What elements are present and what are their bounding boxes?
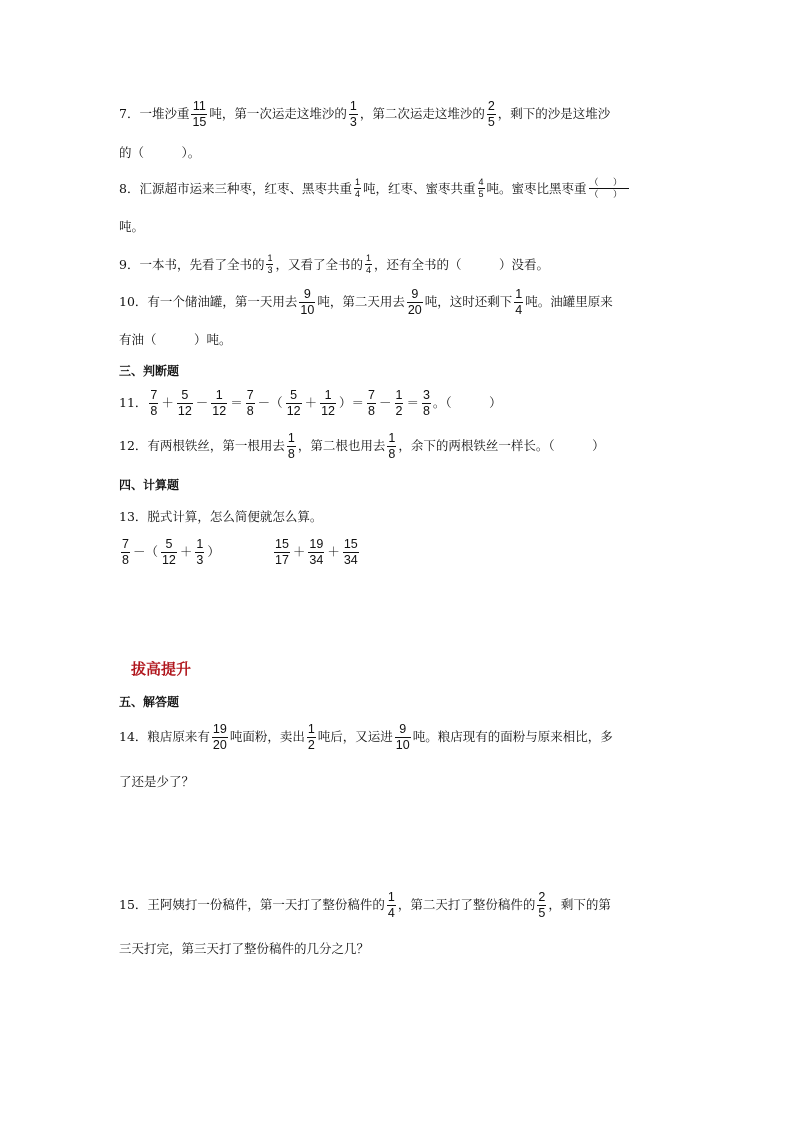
q13-expression-1 <box>119 538 221 567</box>
q14-fraction-2: $\frac{1}{2}$ <box>307 722 315 753</box>
q13-e1-fraction-1: $\frac{7}{8}$ <box>122 537 129 568</box>
q11-tail: 。（ ） <box>432 395 502 411</box>
q9-text3: ，还有全书的（ ）没看。 <box>374 256 550 272</box>
q9-fraction-2: $\frac{1}{4}$ <box>366 253 372 276</box>
q10-text3: 吨，这时还剩下 <box>424 294 513 310</box>
q15-fraction-2: $\frac{2}{5}$ <box>538 890 546 921</box>
q12-fraction-2: $\frac{1}{8}$ <box>388 431 396 462</box>
q11-fraction-8: $\frac{1}{2}$ <box>395 388 403 419</box>
q10-text4: 吨。油罐里原来 <box>525 294 613 310</box>
q8-blank-fraction: $\frac{( )}{( )}$ <box>589 177 629 200</box>
q7-text4: ，剩下的沙是这堆沙 <box>497 106 611 122</box>
q15-line1 <box>119 891 611 920</box>
q13-e2-op-1: ＋ <box>292 545 306 560</box>
q13-e1-op-1: －（ <box>132 545 158 560</box>
q8-line1 <box>119 178 631 200</box>
section-5-heading: 五、解答题 <box>119 695 180 709</box>
q12-fraction-1: $\frac{1}{8}$ <box>287 431 295 462</box>
q7-text3: ，第二次运走这堆沙的 <box>359 106 485 122</box>
q11-fraction-4: $\frac{7}{8}$ <box>246 388 254 419</box>
q9-fraction-1: $\frac{1}{3}$ <box>267 253 273 276</box>
q10-text2: 吨，第二天用去 <box>317 294 405 310</box>
q10-line2: 有油（ ）吨。 <box>119 332 232 347</box>
q12-text1: 12．有两根铁丝，第一根用去 <box>119 438 285 454</box>
q8-fraction-1: $\frac{1}{4}$ <box>354 177 360 200</box>
q11-fraction-2: $\frac{5}{12}$ <box>177 388 192 419</box>
q13-e1-op-2: ＋ <box>179 545 193 560</box>
q10-fraction-3: $\frac{1}{4}$ <box>515 287 523 318</box>
q14-fraction-3: $\frac{9}{10}$ <box>395 722 410 753</box>
q10-line1 <box>119 288 613 317</box>
q14-text2: 吨面粉，卖出 <box>229 729 305 745</box>
q11-fraction-6: $\frac{1}{12}$ <box>321 388 336 419</box>
q14-text1: 14．粮店原来有 <box>119 729 210 745</box>
q13-e1-fraction-3: $\frac{1}{3}$ <box>196 537 204 568</box>
q7-text2: 吨，第一次运走这堆沙的 <box>209 106 347 122</box>
q7-fraction-1: $\frac{11}{15}$ <box>192 99 207 130</box>
q12-text2: ，第二根也用去 <box>297 438 386 454</box>
q8-fraction-2: $\frac{4}{5}$ <box>478 177 484 200</box>
q13-expression-2 <box>272 538 361 567</box>
q15-fraction-1: $\frac{1}{4}$ <box>387 890 395 921</box>
q10-fraction-2: $\frac{9}{20}$ <box>407 287 422 318</box>
q13-e2-op-2: ＋ <box>327 545 340 560</box>
section-title-advanced: 拔高提升 <box>131 660 192 678</box>
q9-text1: 9．一本书，先看了全书的 <box>119 256 265 272</box>
q12-text3: ，余下的两根铁丝一样长。（ ） <box>398 438 605 454</box>
q8-text3: 吨。蜜枣比黑枣重 <box>486 180 587 196</box>
section-4-heading: 四、计算题 <box>119 478 180 492</box>
q9-line1 <box>119 254 549 276</box>
q8-text1: 8．汇源超市运来三种枣，红枣、黑枣共重 <box>119 180 352 196</box>
q14-fraction-1: $\frac{19}{20}$ <box>212 722 227 753</box>
q7-line1 <box>119 100 610 129</box>
q13-e1-fraction-2: $\frac{5}{12}$ <box>161 537 176 568</box>
q11-fraction-5: $\frac{5}{12}$ <box>286 388 301 419</box>
q10-fraction-1: $\frac{9}{10}$ <box>300 287 315 318</box>
q14-text3: 吨后，又运进 <box>317 729 393 745</box>
q11-op-8: ＝ <box>406 396 419 411</box>
q13-e1-op-3: ） <box>207 545 220 560</box>
q8-line2: 吨。 <box>119 219 145 234</box>
q14-text4: 吨。粮店现有的面粉与原来相比，多 <box>412 729 613 745</box>
q13-e2-fraction-2: $\frac{19}{34}$ <box>309 537 324 568</box>
q11-line <box>119 389 502 418</box>
q14-line2: 了还是少了？ <box>119 774 195 789</box>
q11-op-1: ＋ <box>161 396 174 411</box>
q12-line <box>119 432 605 461</box>
q9-text2: ，又看了全书的 <box>275 256 363 272</box>
q13-e2-fraction-1: $\frac{15}{17}$ <box>275 537 289 568</box>
q14-line1 <box>119 723 613 752</box>
q11-fraction-9: $\frac{3}{8}$ <box>422 388 430 419</box>
q11-fraction-1: $\frac{7}{8}$ <box>150 388 158 419</box>
q8-text2: 吨，红枣、蜜枣共重 <box>362 180 476 196</box>
section-3-heading: 三、判断题 <box>119 364 180 378</box>
q7-line2: 的（ ）。 <box>119 145 201 160</box>
q11-op-3: ＝ <box>230 396 243 411</box>
q11-label: 11． <box>119 395 148 411</box>
q15-text2: ，第二天打了整份稿件的 <box>397 897 536 913</box>
q15-text1: 15．王阿姨打一份稿件，第一天打了整份稿件的 <box>119 897 385 913</box>
q11-op-5: ＋ <box>304 396 318 411</box>
q15-line2: 三天打完，第三天打了整份稿件的几分之几？ <box>119 941 370 956</box>
q13-prompt: 13．脱式计算，怎么简便就怎么算。 <box>119 509 323 524</box>
q11-op-4: －（ <box>257 396 283 411</box>
q7-fraction-2: $\frac{1}{3}$ <box>349 99 357 130</box>
q10-text1: 10．有一个储油罐，第一天用去 <box>119 294 298 310</box>
q13-e2-fraction-3: $\frac{15}{34}$ <box>343 537 358 568</box>
q11-op-7: － <box>378 396 392 411</box>
q7-text1: 7．一堆沙重 <box>119 106 190 122</box>
q11-fraction-7: $\frac{7}{8}$ <box>368 388 375 419</box>
q11-op-6: ）＝ <box>339 396 365 411</box>
q11-fraction-3: $\frac{1}{12}$ <box>212 388 227 419</box>
q15-text3: ，剩下的第 <box>548 897 611 913</box>
q7-fraction-3: $\frac{2}{5}$ <box>487 99 495 130</box>
q11-op-2: － <box>195 396 209 411</box>
